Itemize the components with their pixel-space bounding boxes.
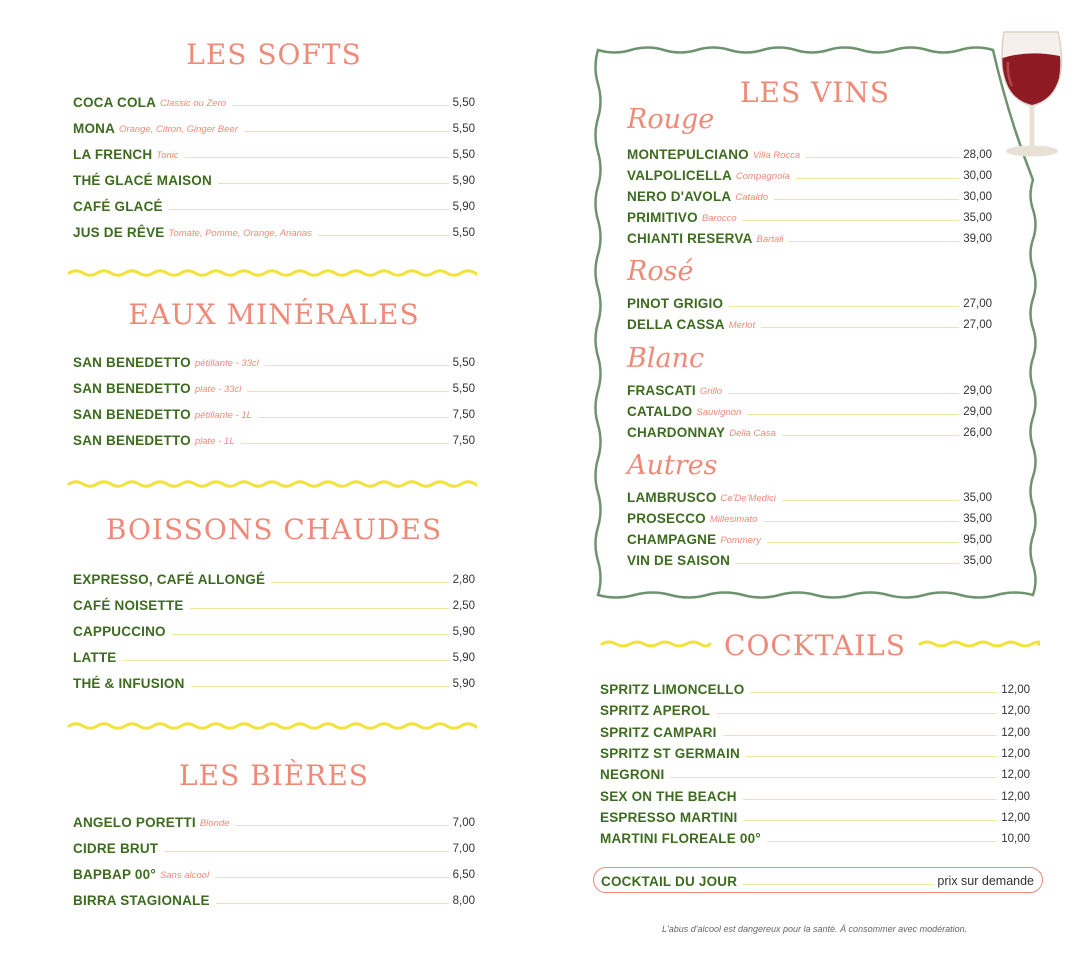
- item-name: CAFÉ GLACÉ: [73, 199, 163, 214]
- item-price: 27,00: [963, 298, 992, 310]
- item-name: LAMBRUSCO: [627, 490, 717, 505]
- item-name: SPRITZ ST GERMAIN: [600, 745, 740, 761]
- item-name: SAN BENEDETTO: [73, 407, 191, 422]
- menu-item-row: [600, 786, 1030, 804]
- menu-item-row: [627, 487, 992, 505]
- cocktail-du-jour-row: [601, 871, 1034, 889]
- item-desc: Sauvignon: [696, 407, 742, 418]
- dot-leader: [782, 435, 959, 436]
- menu-item-row: [73, 647, 475, 665]
- dot-leader: [767, 542, 959, 543]
- menu-item-row: [627, 228, 992, 246]
- item-price: 8,00: [452, 895, 475, 907]
- bieres-title: LES BIÈRES: [179, 759, 369, 792]
- item-name: CHARDONNAY: [627, 425, 726, 440]
- item-name: CHAMPAGNE: [627, 532, 717, 547]
- item-name: DELLA CASSA: [627, 317, 725, 332]
- dot-leader: [767, 841, 997, 842]
- dot-leader: [218, 183, 449, 184]
- item-name: SAN BENEDETTO: [73, 433, 191, 448]
- dot-leader: [185, 157, 449, 158]
- menu-item-row: [73, 144, 475, 162]
- eaux-title: EAUX MINÉRALES: [128, 298, 420, 331]
- menu-item-row: [600, 700, 1030, 718]
- dot-leader: [123, 660, 449, 661]
- dot-leader: [763, 521, 959, 522]
- dot-leader: [265, 365, 449, 366]
- item-price: 5,90: [452, 678, 475, 690]
- cocktails-title: COCKTAILS: [724, 629, 906, 662]
- menu-item-row: [627, 422, 992, 440]
- item-price: 12,00: [1001, 705, 1030, 718]
- item-name: ESPRESSO MARTINI: [600, 809, 738, 825]
- item-price: 5,50: [452, 227, 475, 239]
- item-price: 5,90: [452, 626, 475, 638]
- item-desc: Millesimato: [709, 514, 758, 525]
- item-desc: pétillante - 1L: [194, 410, 252, 421]
- item-desc: Della Casa: [729, 428, 776, 439]
- dot-leader: [761, 327, 959, 328]
- item-price: 12,00: [1001, 790, 1030, 803]
- dot-leader: [318, 235, 449, 236]
- menu-item-row: [73, 352, 475, 370]
- menu-item-row: [600, 764, 1030, 782]
- menu-item-row: [600, 722, 1030, 740]
- item-desc: Orange, Citron, Ginger Beer: [119, 124, 238, 135]
- menu-item-row: [73, 569, 475, 587]
- dot-leader: [743, 799, 998, 800]
- menu-item-row: [73, 118, 475, 136]
- item-name: SPRITZ LIMONCELLO: [600, 682, 745, 697]
- dot-leader: [789, 241, 959, 242]
- item-name: JUS DE RÊVE: [73, 225, 165, 240]
- item-name: VIN DE SAISON: [627, 553, 731, 568]
- item-desc: Tomate, Pomme, Orange, Ananas: [168, 228, 312, 239]
- menu-item-row: [73, 890, 475, 908]
- dot-leader: [164, 851, 448, 852]
- menu-item-row: [627, 550, 992, 568]
- dot-leader: [172, 634, 449, 635]
- item-price: 35,00: [963, 492, 992, 504]
- dot-leader: [729, 306, 959, 307]
- item-desc: Sans alcool: [159, 870, 210, 881]
- item-name: THÉ & INFUSION: [73, 676, 185, 691]
- menu-item-row: [73, 170, 475, 188]
- dot-leader: [271, 582, 448, 583]
- item-name: CAPPUCCINO: [73, 624, 166, 639]
- menu-item-row: [73, 864, 475, 882]
- item-desc: Pommery: [720, 535, 761, 546]
- item-price: 7,00: [452, 843, 475, 855]
- item-price: 2,80: [452, 574, 475, 586]
- item-price: 5,90: [452, 652, 475, 664]
- dot-leader: [235, 825, 448, 826]
- blanc-title: Blanc: [627, 343, 705, 374]
- menu-item-row: [73, 621, 475, 639]
- dot-leader: [796, 178, 959, 179]
- dot-leader: [774, 199, 959, 200]
- item-name: MARTINI FLOREALE 00°: [600, 831, 761, 847]
- menu-item-row: [627, 293, 992, 311]
- item-name: PINOT GRIGIO: [627, 296, 724, 311]
- item-name: NEGRONI: [600, 767, 665, 783]
- item-price: 12,00: [1001, 726, 1030, 739]
- item-name: NERO D'AVOLA: [627, 189, 732, 204]
- wavy-divider: [600, 635, 712, 653]
- item-desc: plate - 1L: [194, 436, 235, 447]
- item-price: 26,00: [963, 427, 992, 439]
- item-price: 5,90: [452, 175, 475, 187]
- item-price: 5,50: [452, 97, 475, 109]
- item-price: 7,50: [452, 435, 475, 447]
- item-name: PROSECCO: [627, 511, 706, 526]
- item-name: COCKTAIL DU JOUR: [601, 874, 738, 889]
- item-name: LATTE: [73, 650, 117, 665]
- item-price: 27,00: [963, 319, 992, 331]
- item-name: CIDRE BRUT: [73, 841, 159, 856]
- item-price: 7,50: [452, 409, 475, 421]
- menu-item-row: [73, 404, 475, 422]
- rose-title: Rosé: [627, 256, 694, 287]
- dot-leader: [241, 443, 449, 444]
- dot-leader: [723, 735, 998, 736]
- wavy-divider: [67, 716, 477, 736]
- menu-item-row: [627, 144, 992, 162]
- dot-leader: [743, 884, 933, 885]
- item-price: 12,00: [1001, 747, 1030, 760]
- dot-leader: [191, 686, 449, 687]
- menu-item-row: [627, 401, 992, 419]
- item-name: SPRITZ APEROL: [600, 703, 711, 719]
- item-desc: pétillante - 33cl: [194, 358, 259, 369]
- menu-item-row: [73, 196, 475, 214]
- item-price: 5,50: [452, 383, 475, 395]
- item-name: THÉ GLACÉ MAISON: [73, 173, 212, 188]
- dot-leader: [169, 209, 449, 210]
- item-price: 30,00: [963, 170, 992, 182]
- menu-item-row: [627, 186, 992, 204]
- menu-item-row: [600, 743, 1030, 761]
- item-name: CHIANTI RESERVA: [627, 231, 753, 246]
- item-price: 7,00: [452, 817, 475, 829]
- dot-leader: [736, 563, 959, 564]
- dot-leader: [782, 500, 959, 501]
- menu-item-row: [600, 679, 1030, 697]
- item-name: EXPRESSO, CAFÉ ALLONGÉ: [73, 572, 266, 587]
- autres-title: Autres: [627, 450, 718, 481]
- item-price: 29,00: [963, 385, 992, 397]
- item-name: ANGELO PORETTI: [73, 815, 196, 830]
- softs-title: LES SOFTS: [186, 38, 362, 71]
- menu-item-row: [73, 812, 475, 830]
- menu-item-row: [73, 673, 475, 691]
- menu-item-row: [73, 838, 475, 856]
- item-price: 39,00: [963, 233, 992, 245]
- vins-title: LES VINS: [739, 76, 891, 109]
- item-price: 5,50: [452, 123, 475, 135]
- item-price: 29,00: [963, 406, 992, 418]
- item-desc: Ce'De'Medici: [720, 493, 776, 504]
- item-desc: Villa Rocca: [752, 150, 801, 161]
- item-price: 35,00: [963, 555, 992, 567]
- item-name: SEX ON THE BEACH: [600, 788, 737, 804]
- item-price: 5,50: [452, 357, 475, 369]
- item-price: 35,00: [963, 513, 992, 525]
- item-name: COCA COLA: [73, 95, 157, 110]
- item-price: 12,00: [1001, 684, 1030, 696]
- item-desc: Bartali: [756, 234, 784, 245]
- menu-item-row: [73, 595, 475, 613]
- item-desc: plate - 33cl: [194, 384, 242, 395]
- menu-item-row: [73, 222, 475, 240]
- item-name: VALPOLICELLA: [627, 168, 732, 183]
- menu-item-row: [627, 380, 992, 398]
- item-desc: Blonde: [199, 818, 230, 829]
- wavy-divider: [918, 635, 1040, 653]
- item-name: CAFÉ NOISETTE: [73, 598, 184, 613]
- dot-leader: [247, 391, 448, 392]
- item-desc: Compagnola: [735, 171, 790, 182]
- menu-item-row: [73, 430, 475, 448]
- dot-leader: [728, 393, 959, 394]
- dot-leader: [806, 157, 959, 158]
- dot-leader: [746, 756, 997, 757]
- item-price: 30,00: [963, 191, 992, 203]
- menu-item-row: [73, 92, 475, 110]
- item-name: LA FRENCH: [73, 147, 153, 162]
- menu-item-row: [627, 508, 992, 526]
- item-name: FRASCATI: [627, 383, 696, 398]
- item-price: 12,00: [1001, 811, 1030, 824]
- item-price: 5,50: [452, 149, 475, 161]
- item-price: 35,00: [963, 212, 992, 224]
- item-price: 28,00: [963, 149, 992, 161]
- item-desc: Cataldo: [735, 192, 769, 203]
- item-price: 2,50: [452, 600, 475, 612]
- menu-item-row: [600, 807, 1030, 825]
- footer-note: L'abus d'alcool est dangereux pour la santé. À consommer avec modération.: [662, 924, 968, 934]
- item-name: MONTEPULCIANO: [627, 147, 749, 162]
- dot-leader: [670, 777, 997, 778]
- menu-item-row: [627, 165, 992, 183]
- item-name: CATALDO: [627, 404, 693, 419]
- item-price: 10,00: [1001, 833, 1030, 846]
- wavy-divider: [67, 263, 477, 283]
- item-name: SPRITZ CAMPARI: [600, 724, 717, 740]
- item-name: SAN BENEDETTO: [73, 381, 191, 396]
- menu-item-row: [627, 529, 992, 547]
- item-name: BAPBAP 00°: [73, 867, 156, 882]
- item-desc: Tonic: [156, 150, 179, 161]
- dot-leader: [215, 877, 449, 878]
- item-name: BIRRA STAGIONALE: [73, 893, 210, 908]
- item-price: 5,90: [452, 201, 475, 213]
- dot-leader: [216, 903, 449, 904]
- dot-leader: [750, 692, 997, 693]
- item-price: 95,00: [963, 534, 992, 546]
- dot-leader: [258, 417, 449, 418]
- item-desc: Classic ou Zero: [160, 98, 227, 109]
- dot-leader: [743, 220, 960, 221]
- item-name: PRIMITIVO: [627, 210, 698, 225]
- item-price: 12,00: [1001, 769, 1030, 782]
- menu-item-row: [600, 828, 1030, 846]
- menu-item-row: [627, 314, 992, 332]
- dot-leader: [232, 105, 449, 106]
- menu-item-row: [73, 378, 475, 396]
- dot-leader: [716, 713, 997, 714]
- item-desc: Merlot: [728, 320, 756, 331]
- item-desc: Grillo: [699, 386, 723, 397]
- item-price: 6,50: [452, 869, 475, 881]
- menu-item-row: [627, 207, 992, 225]
- dot-leader: [244, 131, 449, 132]
- chaudes-title: BOISSONS CHAUDES: [105, 513, 443, 546]
- rouge-title: Rouge: [627, 104, 715, 135]
- item-name: MONA: [73, 121, 116, 136]
- dot-leader: [747, 414, 959, 415]
- dot-leader: [190, 608, 449, 609]
- item-name: SAN BENEDETTO: [73, 355, 191, 370]
- item-price: prix sur demande: [937, 874, 1034, 888]
- dot-leader: [743, 820, 997, 821]
- item-desc: Barocco: [701, 213, 737, 224]
- wavy-divider: [67, 474, 477, 494]
